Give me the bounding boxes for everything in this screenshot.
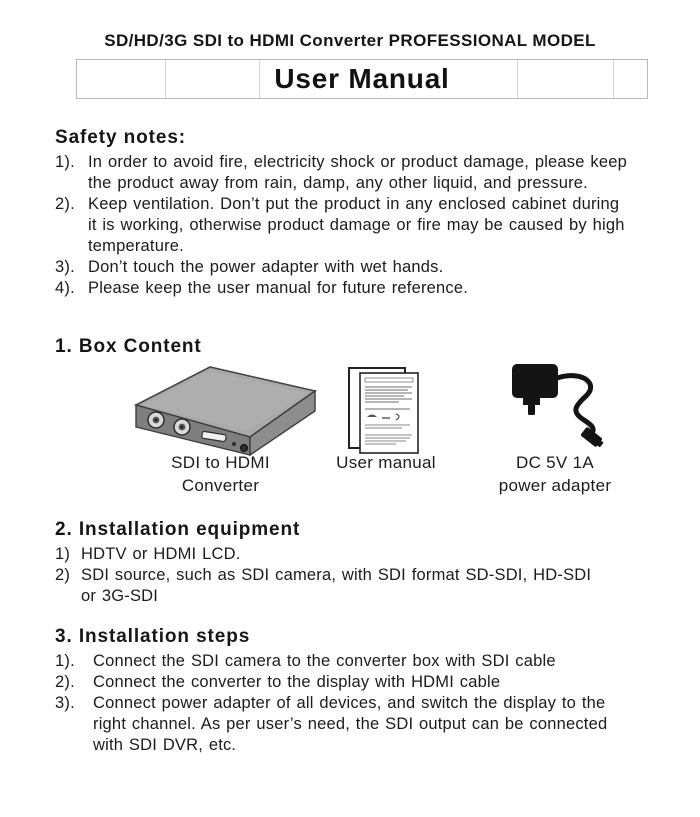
list-item-number: 3).: [55, 694, 75, 712]
box-content-heading: 1. Box Content: [55, 336, 202, 357]
banner-title: User Manual: [274, 63, 450, 94]
list-item-text: In order to avoid fire, electricity shock or product damage, please keep the product away from rain, damp, any other liquid, and pressure.: [88, 153, 628, 192]
list-item-text: Don’t touch the power adapter with wet hands.: [88, 258, 444, 276]
user-manual-illustration: [344, 365, 429, 457]
manual-pages-image: [344, 365, 429, 457]
converter-box-image: [118, 357, 323, 457]
list-item-number: 2): [55, 566, 71, 584]
converter-caption: [118, 451, 323, 497]
list-item: [55, 693, 680, 756]
safety-notes-list: [55, 152, 673, 299]
banner-cell-divider: [165, 60, 166, 98]
list-item-text: Connect power adapter of all devices, and switch the display to the right channel. As per user’s need, the SDI output can be connected with SDI DVR, etc.: [93, 694, 608, 754]
list-item-text: Connect the SDI camera to the converter box with SDI cable: [93, 652, 556, 670]
list-item-number: 1).: [55, 652, 75, 670]
list-item: [55, 278, 673, 299]
list-item: [55, 544, 675, 565]
caption-line: SDI to HDMI: [171, 453, 270, 472]
document-title: SD/HD/3G SDI to HDMI Converter PROFESSIONAL MODEL: [104, 31, 596, 50]
caption-line: DC 5V 1A: [516, 453, 594, 472]
banner-cell-divider: [259, 60, 260, 98]
user-manual-banner: [76, 59, 648, 99]
installation-steps-heading: 3. Installation steps: [55, 626, 251, 647]
list-item-number: 4).: [55, 279, 75, 297]
list-item: [55, 194, 673, 257]
caption-line: Converter: [181, 476, 260, 495]
list-item: [55, 651, 680, 672]
banner-cell-divider: [517, 60, 518, 98]
caption-line: power adapter: [498, 476, 612, 495]
power-adapter-image: [487, 358, 622, 454]
installation-equipment-list: [55, 544, 675, 607]
list-item-text: SDI source, such as SDI camera, with SDI format SD-SDI, HD-SDI or 3G-SDI: [81, 566, 592, 605]
power-adapter-illustration: [487, 358, 622, 454]
list-item-number: 1): [55, 545, 71, 563]
list-item-number: 3).: [55, 258, 75, 276]
list-item: [55, 672, 680, 693]
list-item: [55, 565, 675, 607]
list-item: [55, 152, 673, 194]
list-item-number: 2).: [55, 195, 75, 213]
list-item-number: 1).: [55, 153, 75, 171]
installation-steps-list: [55, 651, 680, 756]
adapter-caption: [480, 451, 630, 497]
list-item-text: Keep ventilation. Don’t put the product in any enclosed cabinet during it is working, otherwise product damage or fire may be caused by high temperature.: [88, 195, 625, 255]
installation-equipment-heading: 2. Installation equipment: [55, 519, 301, 540]
safety-notes-heading: Safety notes:: [55, 127, 187, 148]
list-item-text: Connect the converter to the display with HDMI cable: [93, 673, 501, 691]
banner-cell-divider: [613, 60, 614, 98]
sdi-converter-illustration: [118, 357, 323, 457]
manual-caption: [330, 451, 442, 474]
list-item-number: 2).: [55, 673, 75, 691]
list-item-text: HDTV or HDMI LCD.: [81, 545, 241, 563]
caption-line: User manual: [336, 453, 436, 472]
list-item: [55, 257, 673, 278]
list-item-text: Please keep the user manual for future reference.: [88, 279, 469, 297]
